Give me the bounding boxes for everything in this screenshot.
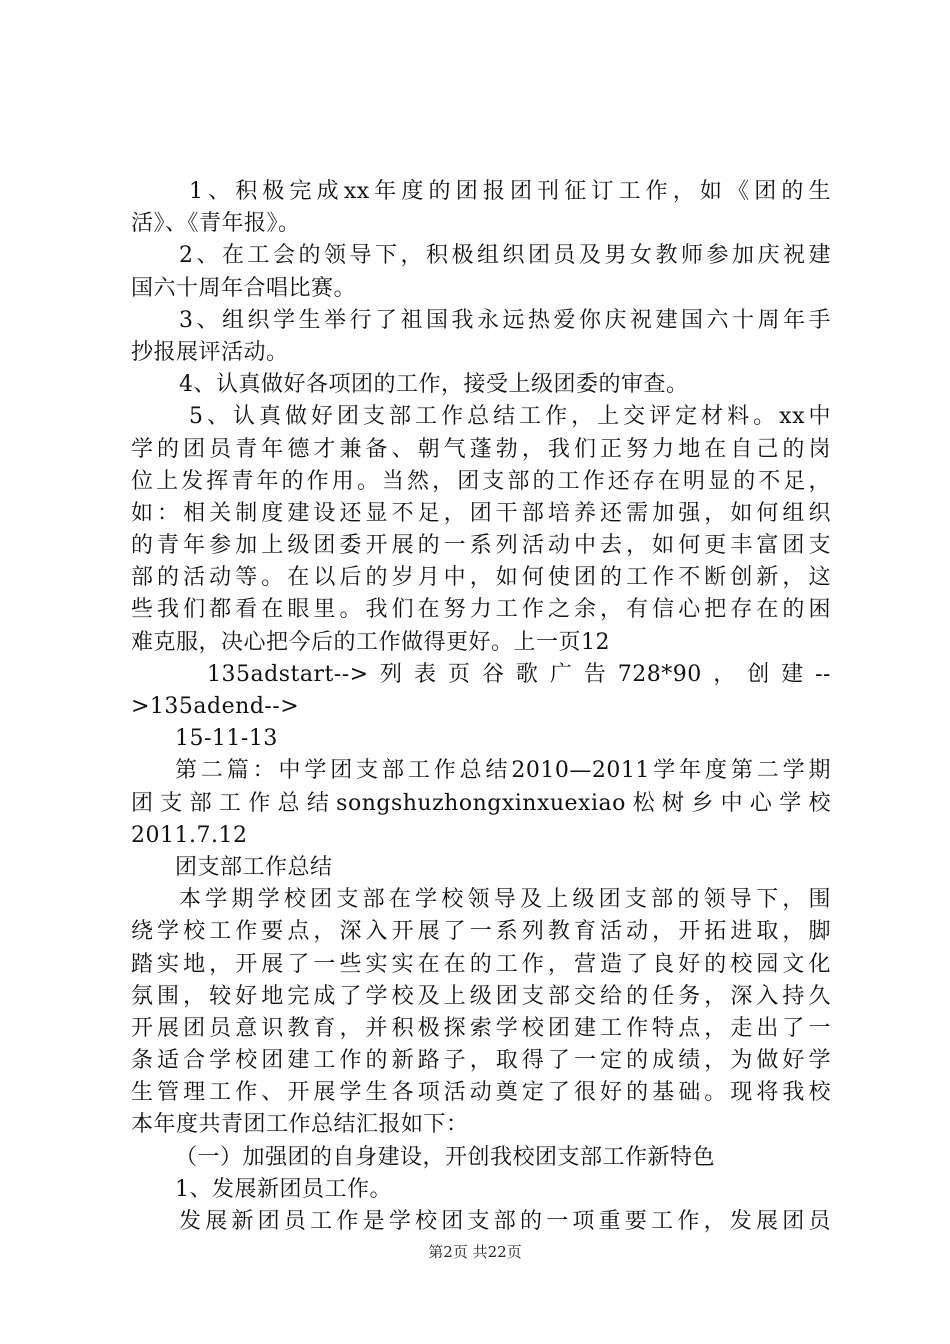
text-line: 2011.7.12 <box>131 822 248 848</box>
page-number-footer: 第2页 共22页 <box>428 1243 522 1261</box>
text-line: 开展团员意识教育，并积极探索学校团建工作特点，走出了一 <box>131 1015 831 1041</box>
text-line: 难克服，决心把今后的工作做得更好。上一页12 <box>131 629 610 655</box>
text-line: 1、积极完成xx年度的团报团刊征订工作，如《团的生 <box>189 179 831 204</box>
text-line: 些我们都看在眼里。我们在努力工作之余，有信心把存在的困 <box>131 597 831 623</box>
text-line: 生管理工作、开展学生各项活动奠定了很好的基础。现将我校 <box>131 1080 831 1106</box>
text-line: 的青年参加上级团委开展的一系列活动中去，如何更丰富团支 <box>131 533 831 559</box>
text-line: 国六十周年合唱比赛。 <box>131 275 357 301</box>
text-line: 位上发挥青年的作用。当然，团支部的工作还存在明显的不足， <box>131 468 831 494</box>
text-line: 部的活动等。在以后的岁月中，如何使团的工作不断创新，这 <box>131 565 831 591</box>
text-line: 团支部工作总结songshuzhongxinxuexiao松树乡中心学校 <box>131 790 831 816</box>
text-line: 学的团员青年德才兼备、朝气蓬勃，我们正努力地在自己的岗 <box>131 436 831 462</box>
text-line: 发展新团员工作是学校团支部的一项重要工作，发展团员 <box>179 1209 831 1234</box>
text-line: 135adstart-->列表页谷歌广告728*90，创建-- <box>207 661 831 687</box>
document-body <box>131 176 831 1238</box>
text-line: 氛围，较好地完成了学校及上级团支部交给的任务，深入持久 <box>131 983 831 1009</box>
text-line: 活》、《青年报》。 <box>131 211 301 237</box>
text-line: 2、在工会的领导下，积极组织团员及男女教师参加庆祝建 <box>179 243 831 269</box>
text-line: 如：相关制度建设还显不足，团干部培养还需加强，如何组织 <box>131 500 831 526</box>
text-line: 绕学校工作要点，深入开展了一系列教育活动，开拓进取，脚 <box>131 919 831 945</box>
text-line: 5、认真做好团支部工作总结工作，上交评定材料。xx中 <box>189 404 831 430</box>
text-line: 团支部工作总结 <box>175 854 333 880</box>
text-line: 1、发展新团员工作。 <box>175 1176 392 1202</box>
text-line: 抄报展评活动。 <box>131 339 289 365</box>
text-line: 3、组织学生举行了祖国我永远热爱你庆祝建国六十周年手 <box>179 307 831 333</box>
text-line: 4、认真做好各项团的工作，接受上级团委的审查。 <box>179 372 689 398</box>
text-line: 15-11-13 <box>175 726 278 752</box>
text-line: 踏实地，开展了一些实实在在的工作，营造了良好的校园文化 <box>131 951 831 977</box>
text-line: >135adend--> <box>131 694 300 719</box>
text-line: 条适合学校团建工作的新路子，取得了一定的成绩，为做好学 <box>131 1048 831 1074</box>
text-line: 本年度共青团工作总结汇报如下： <box>131 1112 469 1138</box>
text-line: （一）加强团的自身建设，开创我校团支部工作新特色 <box>175 1144 716 1170</box>
text-line: 第二篇：中学团支部工作总结2010—2011学年度第二学期 <box>175 758 831 784</box>
text-line: 本学期学校团支部在学校领导及上级团支部的领导下，围 <box>179 887 831 913</box>
